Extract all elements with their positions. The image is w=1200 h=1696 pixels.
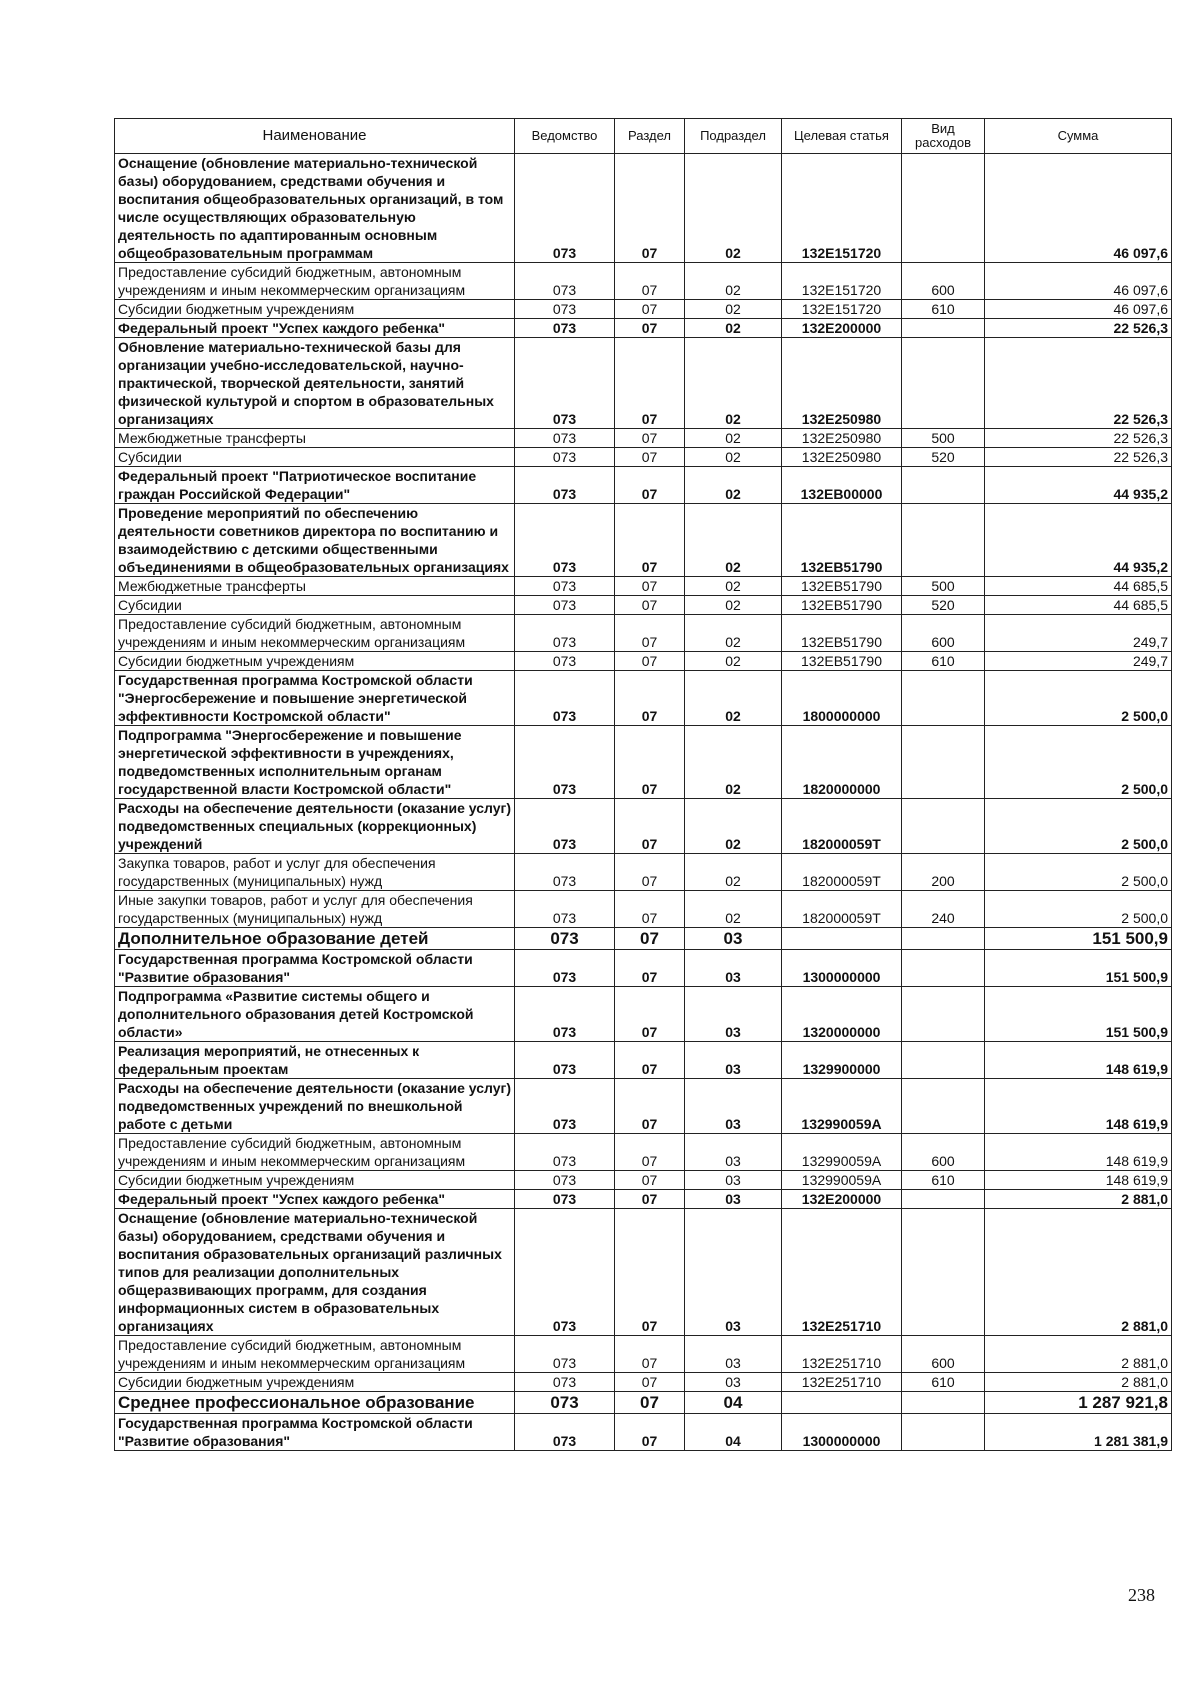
cell-name: Межбюджетные трансферты — [115, 577, 515, 596]
budget-table — [114, 118, 1172, 1451]
cell-summa: 22 526,3 — [985, 448, 1172, 467]
table-row — [115, 319, 1172, 338]
cell-statya: 182000059Т — [782, 891, 902, 928]
cell-name: Среднее профессиональное образование — [115, 1392, 515, 1414]
cell-vedomstvo: 073 — [515, 1042, 615, 1079]
cell-summa: 148 619,9 — [985, 1171, 1172, 1190]
cell-summa: 2 881,0 — [985, 1209, 1172, 1336]
cell-statya: 182000059Т — [782, 854, 902, 891]
cell-podrazdel: 03 — [685, 987, 782, 1042]
cell-name: Межбюджетные трансферты — [115, 429, 515, 448]
cell-summa: 151 500,9 — [985, 950, 1172, 987]
cell-razdel: 07 — [615, 1079, 685, 1134]
cell-name: Подпрограмма «Развитие системы общего и дополнительного образования детей Костромской области» — [115, 987, 515, 1042]
cell-razdel: 07 — [615, 1392, 685, 1414]
cell-name: Субсидии бюджетным учреждениям — [115, 652, 515, 671]
cell-statya: 132ЕВ51790 — [782, 652, 902, 671]
cell-name: Предоставление субсидий бюджетным, автономным учреждениям и иным некоммерческим организациям — [115, 263, 515, 300]
cell-statya: 132ЕВ51790 — [782, 577, 902, 596]
cell-razdel: 07 — [615, 577, 685, 596]
cell-summa: 148 619,9 — [985, 1134, 1172, 1171]
table-row — [115, 1373, 1172, 1392]
cell-statya: 1300000000 — [782, 1414, 902, 1451]
table-row — [115, 987, 1172, 1042]
table-row — [115, 467, 1172, 504]
cell-name: Закупка товаров, работ и услуг для обеспечения государственных (муниципальных) нужд — [115, 854, 515, 891]
table-row — [115, 1134, 1172, 1171]
cell-summa: 22 526,3 — [985, 319, 1172, 338]
cell-statya: 132Е151720 — [782, 154, 902, 263]
cell-razdel: 07 — [615, 854, 685, 891]
cell-name: Предоставление субсидий бюджетным, автономным учреждениям и иным некоммерческим организациям — [115, 1134, 515, 1171]
cell-vid: 610 — [902, 300, 985, 319]
table-row — [115, 799, 1172, 854]
cell-summa: 151 500,9 — [985, 987, 1172, 1042]
table-row — [115, 652, 1172, 671]
column-header-vedomstvo: Ведомство — [515, 119, 615, 154]
cell-statya: 1320000000 — [782, 987, 902, 1042]
cell-vedomstvo: 073 — [515, 891, 615, 928]
table-row — [115, 448, 1172, 467]
cell-podrazdel: 03 — [685, 1190, 782, 1209]
cell-vedomstvo: 073 — [515, 1190, 615, 1209]
cell-vid: 600 — [902, 615, 985, 652]
table-row — [115, 300, 1172, 319]
table-row — [115, 1079, 1172, 1134]
cell-statya: 182000059Т — [782, 799, 902, 854]
cell-summa: 1 281 381,9 — [985, 1414, 1172, 1451]
cell-razdel: 07 — [615, 987, 685, 1042]
page-number: 238 — [1128, 1585, 1155, 1605]
cell-vedomstvo: 073 — [515, 1414, 615, 1451]
cell-name: Проведение мероприятий по обеспечению деятельности советников директора по воспитанию и взаимодействию с детскими общественными объединениями в общеобразовательных организациях — [115, 504, 515, 577]
cell-vedomstvo: 073 — [515, 671, 615, 726]
cell-vedomstvo: 073 — [515, 154, 615, 263]
cell-razdel: 07 — [615, 300, 685, 319]
cell-razdel: 07 — [615, 504, 685, 577]
cell-podrazdel: 02 — [685, 652, 782, 671]
cell-vid — [902, 1414, 985, 1451]
cell-vedomstvo: 073 — [515, 448, 615, 467]
cell-statya — [782, 928, 902, 950]
cell-razdel: 07 — [615, 652, 685, 671]
cell-vid: 520 — [902, 448, 985, 467]
column-header-name: Наименование — [115, 119, 515, 154]
cell-razdel: 07 — [615, 467, 685, 504]
table-row — [115, 577, 1172, 596]
cell-vid — [902, 726, 985, 799]
table-row — [115, 671, 1172, 726]
table-row — [115, 1209, 1172, 1336]
cell-razdel: 07 — [615, 448, 685, 467]
column-header-razdel: Раздел — [615, 119, 685, 154]
cell-summa: 46 097,6 — [985, 300, 1172, 319]
cell-vedomstvo: 073 — [515, 1134, 615, 1171]
cell-podrazdel: 02 — [685, 891, 782, 928]
cell-vedomstvo: 073 — [515, 429, 615, 448]
cell-vid — [902, 950, 985, 987]
cell-statya: 132Е151720 — [782, 263, 902, 300]
cell-podrazdel: 02 — [685, 429, 782, 448]
cell-vid: 520 — [902, 596, 985, 615]
cell-summa: 44 685,5 — [985, 596, 1172, 615]
cell-vedomstvo: 073 — [515, 1171, 615, 1190]
cell-razdel: 07 — [615, 1190, 685, 1209]
cell-vid — [902, 671, 985, 726]
cell-statya: 132990059А — [782, 1134, 902, 1171]
cell-razdel: 07 — [615, 1414, 685, 1451]
cell-vid: 200 — [902, 854, 985, 891]
cell-vedomstvo: 073 — [515, 1392, 615, 1414]
cell-vedomstvo: 073 — [515, 1336, 615, 1373]
cell-vid — [902, 504, 985, 577]
table-row — [115, 928, 1172, 950]
cell-summa: 151 500,9 — [985, 928, 1172, 950]
cell-statya: 132ЕВ00000 — [782, 467, 902, 504]
cell-razdel: 07 — [615, 1042, 685, 1079]
cell-razdel: 07 — [615, 671, 685, 726]
cell-name: Предоставление субсидий бюджетным, автономным учреждениям и иным некоммерческим организациям — [115, 1336, 515, 1373]
table-row — [115, 891, 1172, 928]
cell-name: Дополнительное образование детей — [115, 928, 515, 950]
cell-name: Расходы на обеспечение деятельности (оказание услуг) подведомственных учреждений по внешкольной работе с детьми — [115, 1079, 515, 1134]
cell-statya: 132ЕВ51790 — [782, 596, 902, 615]
cell-summa: 2 881,0 — [985, 1336, 1172, 1373]
cell-vid: 610 — [902, 652, 985, 671]
cell-name: Обновление материально-технической базы для организации учебно-исследовательской, научно-практической, творческой деятельности, занятий физической культурой и спортом в образовательных организациях — [115, 338, 515, 429]
cell-vid — [902, 319, 985, 338]
cell-summa: 249,7 — [985, 652, 1172, 671]
cell-summa: 249,7 — [985, 615, 1172, 652]
cell-podrazdel: 02 — [685, 263, 782, 300]
cell-summa: 2 881,0 — [985, 1190, 1172, 1209]
cell-podrazdel: 02 — [685, 596, 782, 615]
cell-vedomstvo: 073 — [515, 726, 615, 799]
table-row — [115, 596, 1172, 615]
cell-razdel: 07 — [615, 319, 685, 338]
cell-name: Субсидии бюджетным учреждениям — [115, 1171, 515, 1190]
cell-podrazdel: 03 — [685, 928, 782, 950]
cell-vid: 240 — [902, 891, 985, 928]
cell-name: Государственная программа Костромской области "Энергосбережение и повышение энергетической эффективности Костромской области" — [115, 671, 515, 726]
table-row — [115, 429, 1172, 448]
cell-statya: 132ЕВ51790 — [782, 615, 902, 652]
cell-vid — [902, 338, 985, 429]
cell-vid: 500 — [902, 577, 985, 596]
cell-statya: 132Е251710 — [782, 1373, 902, 1392]
budget-sheet — [114, 118, 1171, 1451]
cell-razdel: 07 — [615, 928, 685, 950]
cell-summa: 2 500,0 — [985, 854, 1172, 891]
cell-vid — [902, 154, 985, 263]
cell-podrazdel: 02 — [685, 467, 782, 504]
cell-summa: 1 287 921,8 — [985, 1392, 1172, 1414]
cell-name: Федеральный проект "Успех каждого ребенка" — [115, 319, 515, 338]
cell-vedomstvo: 073 — [515, 300, 615, 319]
cell-vid — [902, 1042, 985, 1079]
cell-vid — [902, 467, 985, 504]
cell-summa: 46 097,6 — [985, 263, 1172, 300]
cell-podrazdel: 03 — [685, 950, 782, 987]
cell-vedomstvo: 073 — [515, 504, 615, 577]
cell-podrazdel: 02 — [685, 300, 782, 319]
cell-podrazdel: 02 — [685, 615, 782, 652]
cell-statya: 1300000000 — [782, 950, 902, 987]
cell-podrazdel: 02 — [685, 338, 782, 429]
cell-razdel: 07 — [615, 799, 685, 854]
cell-summa: 2 500,0 — [985, 671, 1172, 726]
table-row — [115, 263, 1172, 300]
cell-razdel: 07 — [615, 1336, 685, 1373]
cell-summa: 44 685,5 — [985, 577, 1172, 596]
table-row — [115, 154, 1172, 263]
cell-razdel: 07 — [615, 1134, 685, 1171]
cell-summa: 148 619,9 — [985, 1042, 1172, 1079]
cell-razdel: 07 — [615, 726, 685, 799]
table-row — [115, 854, 1172, 891]
column-header-statya: Целевая статья — [782, 119, 902, 154]
cell-name: Федеральный проект "Успех каждого ребенка" — [115, 1190, 515, 1209]
cell-vedomstvo: 073 — [515, 950, 615, 987]
cell-name: Субсидии бюджетным учреждениям — [115, 1373, 515, 1392]
cell-name: Предоставление субсидий бюджетным, автономным учреждениям и иным некоммерческим организациям — [115, 615, 515, 652]
table-header-row — [115, 119, 1172, 154]
cell-name: Субсидии — [115, 596, 515, 615]
cell-podrazdel: 03 — [685, 1373, 782, 1392]
cell-vedomstvo: 073 — [515, 338, 615, 429]
cell-podrazdel: 03 — [685, 1171, 782, 1190]
table-row — [115, 615, 1172, 652]
cell-name: Государственная программа Костромской области "Развитие образования" — [115, 1414, 515, 1451]
table-row — [115, 1190, 1172, 1209]
cell-podrazdel: 03 — [685, 1042, 782, 1079]
cell-statya: 132Е251710 — [782, 1209, 902, 1336]
cell-razdel: 07 — [615, 338, 685, 429]
cell-statya: 132Е251710 — [782, 1336, 902, 1373]
cell-statya: 1329900000 — [782, 1042, 902, 1079]
cell-razdel: 07 — [615, 950, 685, 987]
cell-vedomstvo: 073 — [515, 596, 615, 615]
cell-vedomstvo: 073 — [515, 928, 615, 950]
cell-name: Оснащение (обновление материально-технической базы) оборудованием, средствами обучения и воспитания общеобразовательных организаций, в том числе осуществляющих образовательную деятельность по адаптированным основным общеобразовательным программам — [115, 154, 515, 263]
cell-summa: 22 526,3 — [985, 338, 1172, 429]
cell-podrazdel: 02 — [685, 448, 782, 467]
cell-vid — [902, 1190, 985, 1209]
cell-podrazdel: 02 — [685, 671, 782, 726]
cell-vedomstvo: 073 — [515, 987, 615, 1042]
cell-vedomstvo: 073 — [515, 615, 615, 652]
cell-vid: 600 — [902, 263, 985, 300]
cell-podrazdel: 03 — [685, 1209, 782, 1336]
cell-statya: 132Е250980 — [782, 429, 902, 448]
cell-statya: 132Е151720 — [782, 300, 902, 319]
cell-vid — [902, 987, 985, 1042]
cell-razdel: 07 — [615, 615, 685, 652]
table-row — [115, 338, 1172, 429]
cell-statya: 132990059А — [782, 1079, 902, 1134]
cell-vid: 600 — [902, 1336, 985, 1373]
cell-podrazdel: 04 — [685, 1414, 782, 1451]
cell-vedomstvo: 073 — [515, 319, 615, 338]
column-header-summa: Сумма — [985, 119, 1172, 154]
cell-podrazdel: 02 — [685, 319, 782, 338]
cell-statya: 132Е250980 — [782, 338, 902, 429]
cell-statya: 132Е200000 — [782, 1190, 902, 1209]
cell-summa: 2 500,0 — [985, 726, 1172, 799]
cell-name: Расходы на обеспечение деятельности (оказание услуг) подведомственных специальных (коррекционных) учреждений — [115, 799, 515, 854]
cell-razdel: 07 — [615, 1373, 685, 1392]
cell-summa: 44 935,2 — [985, 504, 1172, 577]
cell-razdel: 07 — [615, 891, 685, 928]
cell-vid — [902, 1392, 985, 1414]
cell-statya: 1800000000 — [782, 671, 902, 726]
cell-vid — [902, 799, 985, 854]
cell-podrazdel: 02 — [685, 799, 782, 854]
cell-podrazdel: 03 — [685, 1336, 782, 1373]
cell-vedomstvo: 073 — [515, 467, 615, 504]
cell-razdel: 07 — [615, 154, 685, 263]
cell-name: Реализация мероприятий, не отнесенных к федеральным проектам — [115, 1042, 515, 1079]
cell-podrazdel: 03 — [685, 1134, 782, 1171]
table-row — [115, 1414, 1172, 1451]
column-header-podrazdel: Подраздел — [685, 119, 782, 154]
cell-name: Иные закупки товаров, работ и услуг для обеспечения государственных (муниципальных) нужд — [115, 891, 515, 928]
cell-summa: 2 500,0 — [985, 891, 1172, 928]
cell-name: Подпрограмма "Энергосбережение и повышение энергетической эффективности в учреждениях, подведомственных исполнительным органам государственной власти Костромской области" — [115, 726, 515, 799]
cell-vid — [902, 928, 985, 950]
cell-vedomstvo: 073 — [515, 1209, 615, 1336]
cell-statya: 132990059А — [782, 1171, 902, 1190]
cell-name: Субсидии бюджетным учреждениям — [115, 300, 515, 319]
cell-name: Государственная программа Костромской области "Развитие образования" — [115, 950, 515, 987]
cell-name: Оснащение (обновление материально-технической базы) оборудованием, средствами обучения и воспитания образовательных организаций различных типов для реализации дополнительных общеразвивающих программ, для создания информационных систем в образовательных организациях — [115, 1209, 515, 1336]
cell-podrazdel: 03 — [685, 1079, 782, 1134]
cell-summa: 44 935,2 — [985, 467, 1172, 504]
column-header-vid: Вид расходов — [902, 119, 985, 154]
table-row — [115, 726, 1172, 799]
cell-summa: 46 097,6 — [985, 154, 1172, 263]
cell-name: Федеральный проект "Патриотическое воспитание граждан Российской Федерации" — [115, 467, 515, 504]
cell-statya: 1820000000 — [782, 726, 902, 799]
cell-razdel: 07 — [615, 596, 685, 615]
cell-vid: 610 — [902, 1373, 985, 1392]
cell-podrazdel: 02 — [685, 577, 782, 596]
table-row — [115, 1171, 1172, 1190]
cell-razdel: 07 — [615, 1171, 685, 1190]
cell-vedomstvo: 073 — [515, 1373, 615, 1392]
cell-summa: 22 526,3 — [985, 429, 1172, 448]
cell-vid — [902, 1079, 985, 1134]
cell-podrazdel: 04 — [685, 1392, 782, 1414]
cell-podrazdel: 02 — [685, 504, 782, 577]
cell-statya: 132ЕВ51790 — [782, 504, 902, 577]
cell-podrazdel: 02 — [685, 726, 782, 799]
cell-statya: 132Е250980 — [782, 448, 902, 467]
table-row — [115, 1336, 1172, 1373]
table-body — [115, 154, 1172, 1451]
cell-statya — [782, 1392, 902, 1414]
cell-podrazdel: 02 — [685, 854, 782, 891]
cell-summa: 2 500,0 — [985, 799, 1172, 854]
cell-razdel: 07 — [615, 429, 685, 448]
cell-vid: 600 — [902, 1134, 985, 1171]
cell-razdel: 07 — [615, 263, 685, 300]
table-row — [115, 504, 1172, 577]
table-row — [115, 950, 1172, 987]
cell-summa: 2 881,0 — [985, 1373, 1172, 1392]
cell-vedomstvo: 073 — [515, 263, 615, 300]
cell-vedomstvo: 073 — [515, 577, 615, 596]
cell-summa: 148 619,9 — [985, 1079, 1172, 1134]
table-row — [115, 1392, 1172, 1414]
cell-statya: 132Е200000 — [782, 319, 902, 338]
cell-razdel: 07 — [615, 1209, 685, 1336]
cell-vedomstvo: 073 — [515, 854, 615, 891]
cell-podrazdel: 02 — [685, 154, 782, 263]
cell-name: Субсидии — [115, 448, 515, 467]
cell-vedomstvo: 073 — [515, 1079, 615, 1134]
cell-vid — [902, 1209, 985, 1336]
cell-vedomstvo: 073 — [515, 652, 615, 671]
cell-vid: 500 — [902, 429, 985, 448]
table-row — [115, 1042, 1172, 1079]
cell-vedomstvo: 073 — [515, 799, 615, 854]
cell-vid: 610 — [902, 1171, 985, 1190]
